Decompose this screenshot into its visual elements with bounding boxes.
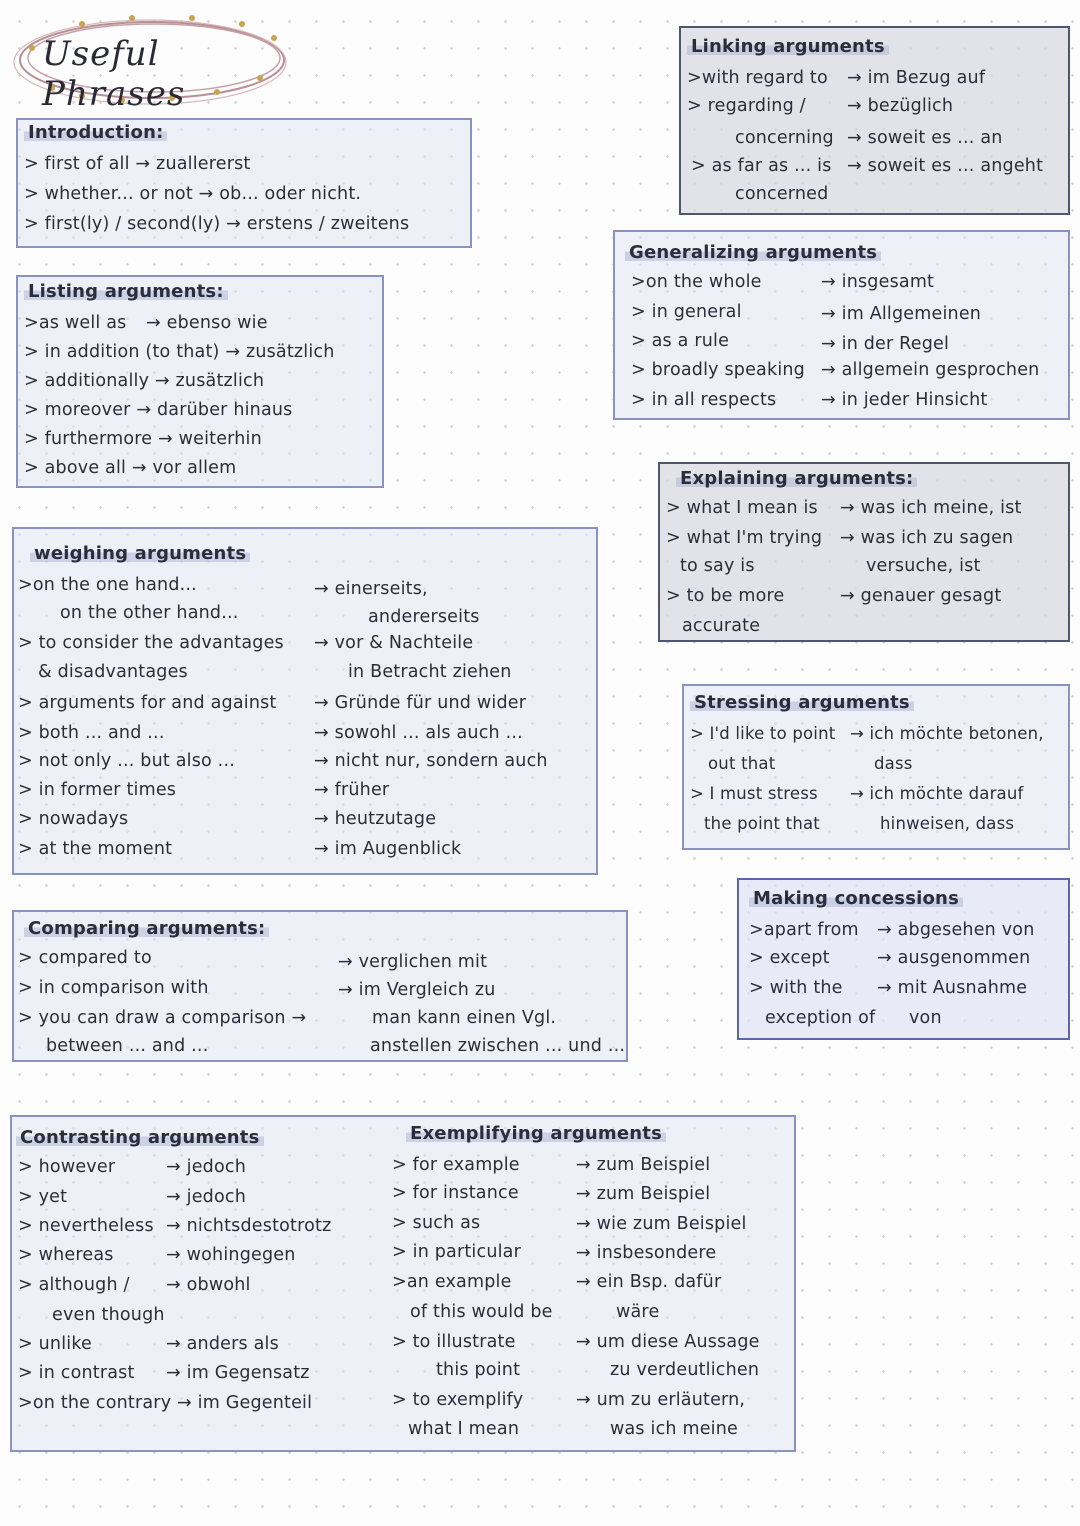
concessions-row-en: > with the (749, 978, 843, 998)
generalizing-row-en: > in all respects (631, 390, 777, 410)
listing-row-en: >as well as (24, 313, 127, 333)
contrasting-row-en: >on the contrary → im Gegenteil (18, 1393, 313, 1413)
exemplifying-row-en: >an example (392, 1272, 512, 1292)
exemplifying-row-de: → um zu erläutern, (576, 1390, 746, 1410)
generalizing-row-de: → allgemein gesprochen (821, 360, 1040, 380)
exemplifying-row-en: > for instance (392, 1183, 519, 1203)
exemplifying-row-en: what I mean (408, 1419, 520, 1439)
weighing-row-de: → nicht nur, sondern auch (314, 751, 548, 771)
linking-row-de: → im Bezug auf (847, 68, 986, 88)
linking-row-en: > as far as ... is (691, 156, 832, 176)
contrasting-row-en: > yet (18, 1187, 68, 1207)
exemplifying-heading: Exemplifying arguments (406, 1123, 666, 1144)
contrasting-row-en: > although / (18, 1275, 130, 1295)
contrasting-row-en: > whereas (18, 1245, 114, 1265)
explaining-row-en: > what I mean is (666, 498, 818, 518)
weighing-row-de: andererseits (368, 607, 480, 627)
exemplifying-row-de: → insbesondere (576, 1243, 717, 1263)
concessions-row-en: exception of (765, 1008, 876, 1028)
stressing-row-de: → ich möchte darauf (850, 784, 1024, 803)
explaining-row-en: > what I'm trying (666, 528, 823, 548)
generalizing-row-de: → insgesamt (821, 272, 935, 292)
listing-box (16, 275, 384, 488)
linking-row-de: → soweit es ... angeht (847, 156, 1044, 176)
contrasting-row-de: → im Gegensatz (166, 1363, 310, 1383)
weighing-row-de: → Gründe für und wider (314, 693, 527, 713)
explaining-row-en: > to be more (666, 586, 785, 606)
explaining-row-de: → was ich meine, ist (840, 498, 1022, 518)
stressing-row-en: the point that (704, 814, 820, 833)
listing-row-en: > additionally → zusätzlich (24, 371, 265, 391)
generalizing-heading: Generalizing arguments (625, 242, 881, 263)
exemplifying-row-en: > to exemplify (392, 1390, 524, 1410)
listing-row-en: > above all → vor allem (24, 458, 237, 478)
comparing-row-en: > compared to (18, 948, 152, 968)
page-title: Useful Phrases (42, 34, 186, 114)
concessions-row-de: → abgesehen von (877, 920, 1035, 940)
exemplifying-row-en: > in particular (392, 1242, 521, 1262)
exemplifying-row-en: this point (436, 1360, 521, 1380)
listing-heading: Listing arguments: (24, 281, 228, 302)
stressing-heading: Stressing arguments (690, 692, 914, 713)
concessions-box (737, 878, 1070, 1040)
exemplifying-row-de: → um diese Aussage (576, 1332, 760, 1352)
explaining-heading: Explaining arguments: (676, 468, 917, 489)
linking-row-en: > regarding / (687, 96, 806, 116)
weighing-row-en: > both ... and ... (18, 723, 165, 743)
listing-row-en: > in addition (to that) → zusätzlich (24, 342, 335, 362)
concessions-row-de: → ausgenommen (877, 948, 1031, 968)
exemplifying-row-de: zu verdeutlichen (610, 1360, 760, 1380)
linking-heading: Linking arguments (687, 36, 889, 57)
explaining-row-de: → was ich zu sagen (840, 528, 1014, 548)
comparing-row-de: anstellen zwischen ... und ... (370, 1036, 626, 1056)
contrasting-row-en: > unlike (18, 1334, 93, 1354)
contrasting-exemplifying-box (10, 1115, 796, 1452)
weighing-row-en: on the other hand... (60, 603, 239, 623)
listing-row-en: > furthermore → weiterhin (24, 429, 262, 449)
listing-row-de: → ebenso wie (146, 313, 268, 333)
comparing-heading: Comparing arguments: (24, 918, 269, 939)
stressing-row-en: > I'd like to point (690, 724, 836, 743)
weighing-row-de: → heutzutage (314, 809, 437, 829)
comparing-row-en: between ... and ... (46, 1036, 209, 1056)
introduction-heading: Introduction: (24, 122, 167, 143)
contrasting-row-en: > however (18, 1157, 116, 1177)
exemplifying-row-en: > to illustrate (392, 1332, 516, 1352)
weighing-box (12, 527, 598, 875)
linking-row-en: concerned (735, 184, 829, 204)
weighing-heading: weighing arguments (30, 543, 250, 564)
introduction-row: > first(ly) / second(ly) → erstens / zweitens (24, 214, 410, 234)
concessions-row-de: von (909, 1008, 942, 1028)
contrasting-row-de: → wohingegen (166, 1245, 296, 1265)
concessions-heading: Making concessions (749, 888, 963, 909)
exemplifying-row-de: → zum Beispiel (576, 1155, 711, 1175)
weighing-row-en: > to consider the advantages (18, 633, 284, 653)
stressing-row-en: > I must stress (690, 784, 818, 803)
exemplifying-row-de: wäre (616, 1302, 660, 1322)
introduction-row: > first of all → zuallererst (24, 154, 251, 174)
contrasting-row-de: → nichtsdestotrotz (166, 1216, 332, 1236)
generalizing-row-de: → in jeder Hinsicht (821, 390, 988, 410)
introduction-box (16, 118, 472, 248)
comparing-row-de: man kann einen Vgl. (372, 1008, 557, 1028)
contrasting-row-en: > nevertheless (18, 1216, 154, 1236)
explaining-row-de: versuche, ist (866, 556, 981, 576)
linking-box (679, 26, 1070, 215)
stressing-box (682, 684, 1070, 850)
weighing-row-en: > at the moment (18, 839, 173, 859)
weighing-row-de: → vor & Nachteile (314, 633, 474, 653)
exemplifying-row-de: → ein Bsp. dafür (576, 1272, 722, 1292)
listing-row-en: > moreover → darüber hinaus (24, 400, 293, 420)
generalizing-box (613, 230, 1070, 420)
exemplifying-row-de: → zum Beispiel (576, 1184, 711, 1204)
exemplifying-row-en: > such as (392, 1213, 481, 1233)
comparing-row-en: > in comparison with (18, 978, 209, 998)
linking-row-en: >with regard to (687, 68, 828, 88)
linking-row-en: concerning (735, 128, 834, 148)
contrasting-row-de: → anders als (166, 1334, 279, 1354)
weighing-row-de: → sowohl ... als auch ... (314, 723, 523, 743)
generalizing-row-en: > broadly speaking (631, 360, 805, 380)
stressing-row-de: dass (874, 754, 913, 773)
generalizing-row-en: > as a rule (631, 331, 730, 351)
generalizing-row-de: → in der Regel (821, 334, 950, 354)
stressing-row-de: hinweisen, dass (880, 814, 1015, 833)
weighing-row-en: > in former times (18, 780, 177, 800)
comparing-row-de: → im Vergleich zu (338, 980, 496, 1000)
comparing-row-de: → verglichen mit (338, 952, 488, 972)
exemplifying-row-de: → wie zum Beispiel (576, 1214, 747, 1234)
contrasting-row-en: > in contrast (18, 1363, 135, 1383)
weighing-row-de: → im Augenblick (314, 839, 462, 859)
generalizing-row-en: > in general (631, 302, 742, 322)
linking-row-de: → bezüglich (847, 96, 954, 116)
comparing-row-en: > you can draw a comparison → (18, 1008, 307, 1028)
contrasting-row-de: → obwohl (166, 1275, 251, 1295)
concessions-row-en: >apart from (749, 920, 859, 940)
weighing-row-de: → einerseits, (314, 579, 428, 599)
concessions-row-en: > except (749, 948, 830, 968)
contrasting-heading: Contrasting arguments (16, 1127, 264, 1148)
weighing-row-en: > arguments for and against (18, 693, 277, 713)
exemplifying-row-en: of this would be (410, 1302, 553, 1322)
contrasting-row-en: even though (52, 1305, 165, 1325)
explaining-row-en: to say is (680, 556, 755, 576)
contrasting-row-de: → jedoch (166, 1187, 246, 1207)
exemplifying-row-en: > for example (392, 1155, 520, 1175)
explaining-row-de: → genauer gesagt (840, 586, 1002, 606)
weighing-row-de: → früher (314, 780, 390, 800)
weighing-row-en: > nowadays (18, 809, 129, 829)
explaining-row-en: accurate (682, 616, 761, 636)
weighing-row-en: > not only ... but also ... (18, 751, 235, 771)
generalizing-row-en: >on the whole (631, 272, 762, 292)
contrasting-row-de: → jedoch (166, 1157, 246, 1177)
title-decoration (12, 10, 302, 114)
stressing-row-de: → ich möchte betonen, (850, 724, 1044, 743)
concessions-row-de: → mit Ausnahme (877, 978, 1028, 998)
linking-row-de: → soweit es ... an (847, 128, 1003, 148)
weighing-row-en: & disadvantages (38, 662, 188, 682)
introduction-row: > whether... or not → ob... oder nicht. (24, 184, 362, 204)
explaining-box (658, 462, 1070, 642)
weighing-row-en: >on the one hand... (18, 575, 197, 595)
comparing-box (12, 910, 628, 1062)
exemplifying-row-de: was ich meine (610, 1419, 738, 1439)
stressing-row-en: out that (708, 754, 776, 773)
generalizing-row-de: → im Allgemeinen (821, 304, 982, 324)
weighing-row-de: in Betracht ziehen (348, 662, 512, 682)
